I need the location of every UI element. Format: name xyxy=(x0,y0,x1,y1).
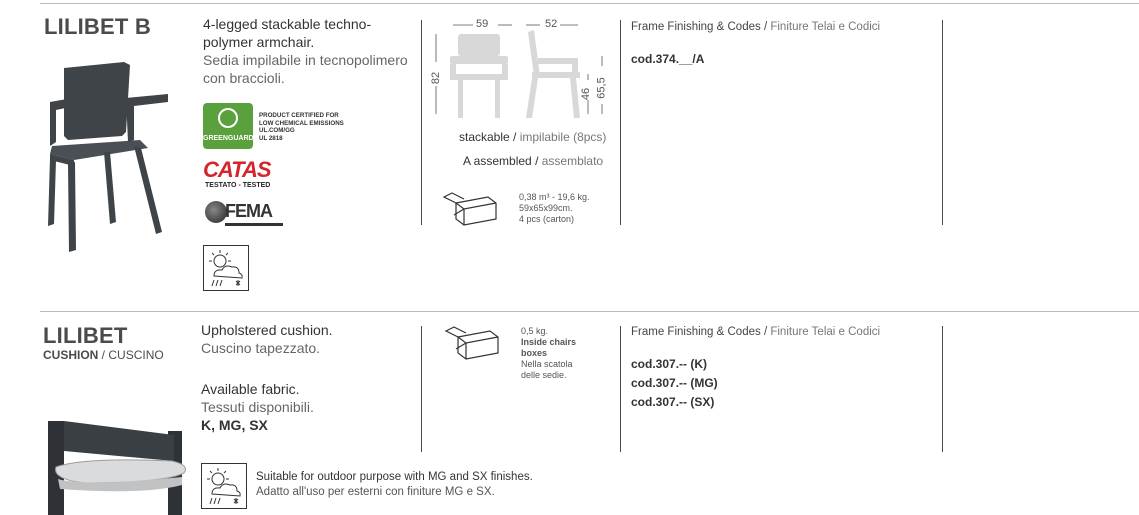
catas-logo xyxy=(203,158,283,189)
product-code: cod.374.__/A xyxy=(631,52,705,66)
packaging-line: 59x65x99cm. xyxy=(519,203,573,213)
separator xyxy=(942,20,943,225)
packaging-info xyxy=(519,192,590,225)
subtitle-en: CUSHION xyxy=(43,348,99,362)
packaging-line: delle sedie. xyxy=(521,370,567,380)
dim-arm: 65,5 xyxy=(595,77,608,99)
cushion-description xyxy=(201,321,416,357)
available-fabric-it: Tessuti disponibili. xyxy=(201,399,314,415)
catas-wordmark: CATAS xyxy=(203,157,271,182)
dimension-drawing xyxy=(428,14,618,124)
available-fabric-en: Available fabric. xyxy=(201,381,300,397)
dim-height: 82 xyxy=(430,71,443,85)
finishing-heading: Frame Finishing & Codes / Finiture Telai e Codici xyxy=(631,21,881,33)
product-title: LILIBET B xyxy=(44,14,151,39)
top-rule xyxy=(40,3,1139,4)
weather-sun-cloud-snow-icon xyxy=(203,245,249,291)
packaging-line: Nella scatola xyxy=(521,359,573,369)
description-it: Cuscino tapezzato. xyxy=(201,340,321,356)
fema-wordmark: FEMA xyxy=(225,201,272,221)
assembly-en: A assembled xyxy=(463,154,532,168)
separator xyxy=(620,326,621,452)
outdoor-note-en: Suitable for outdoor purpose with MG and SX finishes. xyxy=(256,471,533,483)
product-code: cod.307.-- (SX) xyxy=(631,395,715,409)
globe-icon xyxy=(205,201,227,223)
greenguard-label: GREENGUARD xyxy=(203,135,254,142)
stackable-it: impilabile (8pcs) xyxy=(519,130,607,144)
product-title: LILIBET xyxy=(43,323,128,348)
middle-rule xyxy=(40,311,1139,312)
outdoor-note-it: Adatto all'uso per esterni con finiture MG e SX. xyxy=(256,486,495,498)
packaging-line: 0,38 m³ - 19,6 kg. xyxy=(519,192,590,202)
product-subtitle: CUSHION / CUSCINO xyxy=(43,348,164,362)
description-it: Sedia impilabile in tecnopolimero con braccioli. xyxy=(203,52,408,86)
greenguard-text xyxy=(259,112,344,142)
outdoor-note xyxy=(256,470,533,500)
fabric-info xyxy=(201,380,416,434)
finishing-heading: Frame Finishing & Codes / Finiture Telai e Codici xyxy=(631,326,881,338)
catas-caption: TESTATO - TESTED xyxy=(205,182,271,189)
packaging-line: 4 pcs (carton) xyxy=(519,214,575,224)
separator xyxy=(421,326,422,452)
weather-sun-cloud-snow-icon xyxy=(201,463,247,509)
packaging-line: Inside chairs xyxy=(521,337,577,347)
finishing-title-it: Finiture Telai e Codici xyxy=(770,326,881,338)
stackable-en: stackable xyxy=(459,130,510,144)
greenguard-line: LOW CHEMICAL EMISSIONS xyxy=(259,119,344,127)
cushion-packaging-info xyxy=(521,326,576,381)
assembly-it: assemblato xyxy=(541,154,604,168)
stackable-info: stackable / impilabile (8pcs) xyxy=(459,130,607,144)
packaging-line: boxes xyxy=(521,348,548,358)
separator xyxy=(942,326,943,452)
cushion-image xyxy=(44,421,192,515)
carton-box-icon xyxy=(440,189,500,229)
carton-box-icon xyxy=(442,323,502,363)
greenguard-line: PRODUCT CERTIFIED FOR xyxy=(259,112,339,119)
finishing-title-it: Finiture Telai e Codici xyxy=(770,21,881,33)
assembly-info: A assembled / assemblato xyxy=(463,154,604,168)
fabric-list: K, MG, SX xyxy=(201,417,268,433)
fema-logo xyxy=(205,199,285,229)
dim-width: 59 xyxy=(476,18,489,30)
separator xyxy=(421,20,422,225)
dim-seat: 46 xyxy=(580,87,593,101)
greenguard-icon xyxy=(203,103,253,149)
finishing-title-en: Frame Finishing & Codes xyxy=(631,326,761,338)
greenguard-line: UL.COM/GG xyxy=(259,127,295,134)
product-code: cod.307.-- (K) xyxy=(631,357,708,371)
armchair-image xyxy=(44,62,174,252)
finishing-title-en: Frame Finishing & Codes xyxy=(631,21,761,33)
greenguard-line: UL 2818 xyxy=(259,134,283,142)
description-en: Upholstered cushion. xyxy=(201,322,333,338)
product-code: cod.307.-- (MG) xyxy=(631,376,718,390)
subtitle-it: CUSCINO xyxy=(108,348,164,362)
dim-depth: 52 xyxy=(545,18,558,30)
separator xyxy=(620,20,621,225)
greenguard-badge xyxy=(203,103,253,149)
description-en: 4-legged stackable techno-polymer armchair. xyxy=(203,16,372,50)
packaging-line: 0,5 kg. xyxy=(521,326,549,336)
product-description xyxy=(203,15,418,87)
code-list xyxy=(631,355,718,412)
